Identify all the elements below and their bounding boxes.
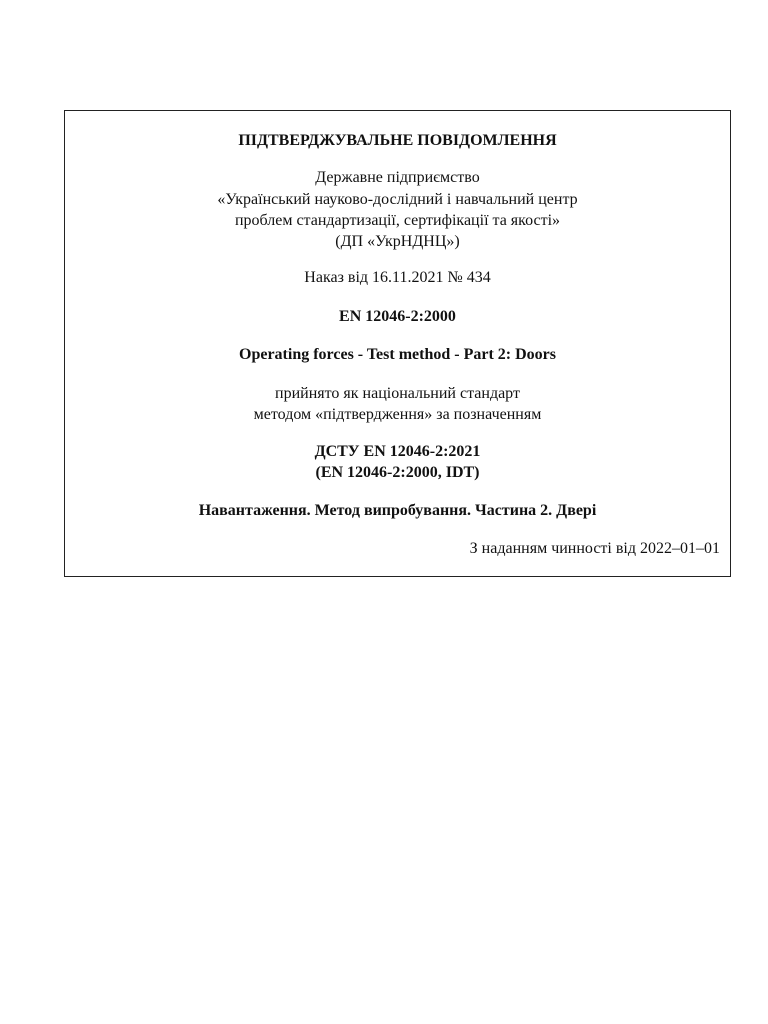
order-reference: Наказ від 16.11.2021 № 434 [304, 269, 491, 286]
dstu-equivalence: (EN 12046-2:2000, IDT) [315, 464, 480, 481]
adoption-line-2: методом «підтвердження» за позначенням [253, 406, 542, 423]
effective-date: З наданням чинності від 2022–01–01 [469, 540, 720, 557]
organization-line-2: «Український науково-дослідний і навчальний центр [217, 191, 578, 208]
ukrainian-standard-title: Навантаження. Метод випробування. Частина 2. Двері [198, 502, 597, 519]
dstu-standard-code: ДСТУ EN 12046-2:2021 [314, 443, 481, 460]
adoption-line-1: прийнято як національний стандарт [275, 385, 520, 402]
organization-line-3: проблем стандартизації, сертифікації та якості» [234, 212, 561, 229]
organization-line-1: Державне підприємство [315, 169, 480, 186]
notice-heading: ПІДТВЕРДЖУВАЛЬНЕ ПОВІДОМЛЕННЯ [238, 132, 557, 149]
organization-line-4: (ДП «УкрНДНЦ») [335, 233, 460, 250]
en-standard-code: EN 12046-2:2000 [339, 308, 456, 325]
en-standard-title: Operating forces - Test method - Part 2: Doors [239, 346, 556, 363]
confirmation-notice-box [64, 110, 731, 577]
